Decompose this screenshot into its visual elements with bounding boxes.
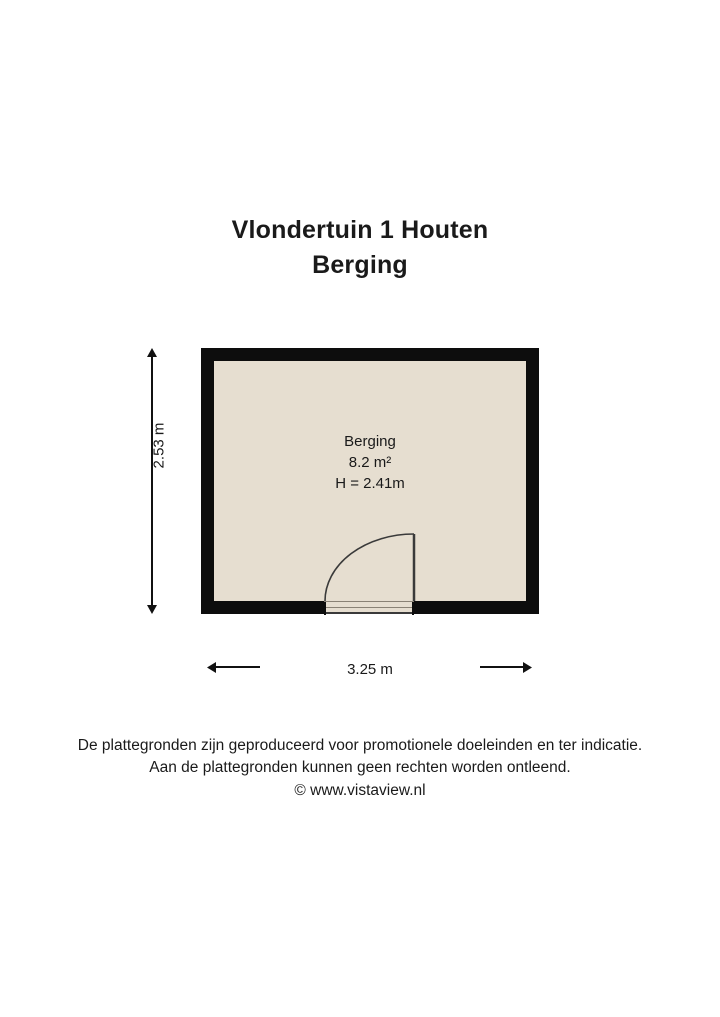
dimension-vertical-label: 2.53 m	[150, 422, 168, 469]
room-area: 8.2 m²	[348, 454, 392, 471]
room-label-group	[214, 431, 526, 494]
page-title-subject: Berging	[312, 251, 408, 279]
door-swing-icon	[324, 533, 416, 603]
arrow-down-icon	[145, 605, 159, 614]
footer-line-2: Aan de plattegronden kunnen geen rechten worden ontleend.	[149, 759, 571, 776]
room-name: Berging	[344, 433, 396, 450]
arrow-left-icon	[207, 661, 216, 674]
footer-disclaimer	[0, 735, 720, 802]
footer-line-1: De plattegronden zijn geproduceerd voor promotionele doeleinden en ter indicatie.	[77, 737, 643, 754]
door-opening	[324, 601, 414, 614]
arrow-right-icon	[523, 661, 532, 674]
dimension-horizontal-label: 3.25 m	[260, 661, 480, 678]
page-title-address: Vlondertuin 1 Houten	[231, 216, 489, 244]
floor-plan	[201, 348, 539, 614]
page-title	[0, 214, 720, 281]
footer-copyright: © www.vistaview.nl	[294, 782, 426, 799]
arrow-up-icon	[145, 348, 159, 357]
room-height: H = 2.41m	[335, 475, 405, 492]
